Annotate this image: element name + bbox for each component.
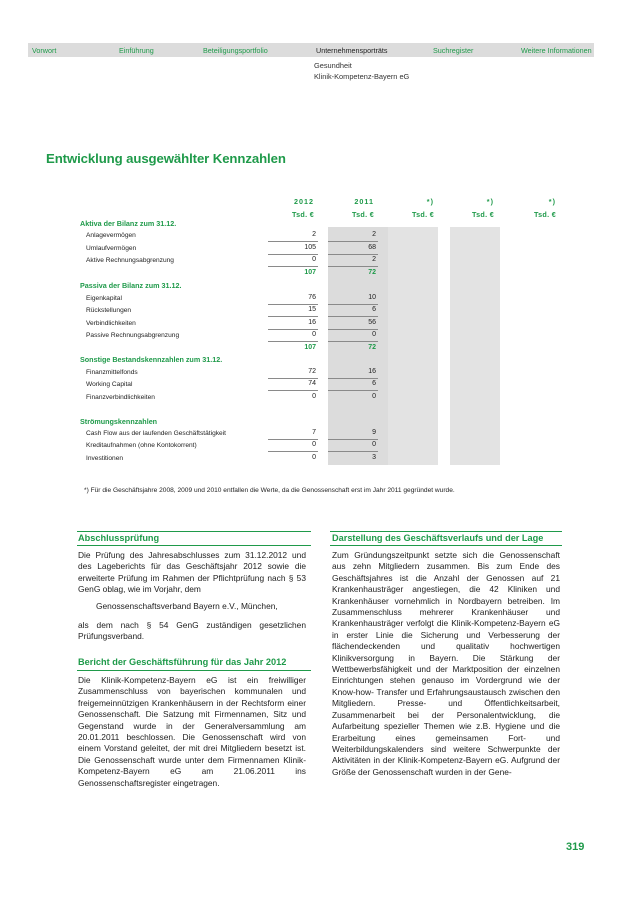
column-header-3: [374, 195, 434, 221]
row-rule: [268, 241, 318, 242]
value-2011: 0: [372, 441, 376, 448]
divider: [77, 545, 311, 546]
row-rule: [328, 316, 378, 317]
column-3-shading: [388, 227, 438, 465]
row-rule: [328, 254, 378, 255]
value-2011: 3: [372, 454, 376, 461]
row-label-kreditaufnahmen: Kreditaufnahmen (ohne Kontokorrent): [86, 442, 197, 449]
value-2012: 0: [312, 331, 316, 338]
value-2011: 68: [368, 244, 376, 251]
value-2011: 0: [372, 393, 376, 400]
heading-bericht: Bericht der Geschäftsführung für das Jahr 2012: [78, 657, 287, 667]
heading-abschlusspruefung: Abschlussprüfung: [78, 533, 160, 543]
row-rule: [268, 451, 318, 452]
row-rule: [328, 329, 378, 330]
total-passiva-2012: 107: [304, 344, 316, 351]
column-header-4: [434, 195, 494, 221]
value-2011: 2: [372, 256, 376, 263]
column-unit: Tsd. €: [291, 210, 314, 219]
total-aktiva-2012: 107: [304, 269, 316, 276]
row-rule: [328, 304, 378, 305]
paragraph-abschluss-2: Genossenschaftsverband Bayern e.V., München,: [96, 601, 278, 611]
nav-beteiligungsportfolio[interactable]: Beteiligungsportfolio: [203, 46, 268, 55]
total-aktiva-2011: 72: [368, 269, 376, 276]
column-year: 2012: [294, 197, 314, 206]
column-year: 2011: [354, 197, 374, 206]
heading-geschaeftsverlauf: Darstellung des Geschäftsverlaufs und der Lage: [332, 533, 544, 543]
page-number: 319: [566, 841, 585, 853]
row-label-verbindlichkeiten: Verbindlichkeiten: [86, 320, 136, 327]
nav-weitere-informationen[interactable]: Weitere Informationen: [521, 46, 592, 55]
row-label-finanzverbindlichkeiten: Finanzverbindlichkeiten: [86, 394, 155, 401]
row-rule: [328, 341, 378, 342]
row-label-working-capital: Working Capital: [86, 381, 133, 388]
top-navigation: [28, 43, 594, 57]
row-rule: [268, 316, 318, 317]
column-unit: Tsd. €: [533, 210, 556, 219]
breadcrumb-company: Klinik-Kompetenz-Bayern eG: [314, 72, 410, 81]
row-label-aktive-rechnungsabgrenzung: Aktive Rechnungsabgrenzung: [86, 257, 174, 264]
breadcrumb-category: Gesundheit: [314, 61, 352, 70]
paragraph-abschluss-1: Die Prüfung des Jahresabschlusses zum 31.12.2012 und des Lageberichts für das Geschäftsjahr 2012 sowie die erweiterte Prüfung im Rahmen der Pflichtprüfung nach § 53 GenG oblag, wie im Vorjahr, dem: [78, 550, 306, 595]
value-2012: 0: [312, 393, 316, 400]
value-2012: 0: [312, 441, 316, 448]
value-2011: 16: [368, 368, 376, 375]
total-passiva-2011: 72: [368, 344, 376, 351]
row-label-investitionen: Investitionen: [86, 455, 124, 462]
row-rule: [268, 304, 318, 305]
value-2011: 10: [368, 294, 376, 301]
column-year: *): [426, 197, 434, 206]
divider: [330, 545, 562, 546]
paragraph-bericht: Die Klinik-Kompetenz-Bayern eG ist ein freiwilliger Zusammenschluss von bayerischen kommunalen und freigemeinnützigen Krankenhäusern in der Rechtsform einer Genossenschaft. Die Satzung mit Firmennamen, Sitz und Gegenstand wurde in der Generalversammlung am 20.01.2011 beschlossen. Die Genossenschaft wird von einem Vorstand geleitet, der mit drei Mitgliedern besetzt ist. Die Genossenschaft wurde unter dem Firmennamen Klinik-Kompetenz-Bayern eG am 21.06.2011 ins Genossenschaftsregister eingetragen.: [78, 675, 306, 788]
value-2011: 56: [368, 319, 376, 326]
column-year: *): [548, 197, 556, 206]
row-rule: [268, 266, 318, 267]
column-unit: Tsd. €: [411, 210, 434, 219]
nav-unternehmensportraets[interactable]: Unternehmensporträts: [316, 46, 388, 55]
nav-vorwort[interactable]: Vorwort: [32, 46, 57, 55]
row-rule: [268, 439, 318, 440]
value-2012: 7: [312, 429, 316, 436]
column-5-shading: [450, 227, 500, 465]
value-2012: 76: [308, 294, 316, 301]
breadcrumb: [314, 60, 409, 82]
row-label-umlaufvermoegen: Umlaufvermögen: [86, 245, 137, 252]
row-label-passive-rechnungsabgrenzung: Passive Rechnungsabgrenzung: [86, 332, 180, 339]
section-sonstige: Sonstige Bestandskennzahlen zum 31.12.: [80, 355, 223, 364]
divider: [77, 531, 311, 532]
row-rule: [268, 329, 318, 330]
table-footnote: *) Für die Geschäftsjahre 2008, 2009 und 2010 entfallen die Werte, da die Genossenschaft erst im Jahr 2011 gegründet wurde.: [84, 487, 455, 494]
row-label-anlagevermoegen: Anlagevermögen: [86, 232, 136, 239]
row-rule: [268, 254, 318, 255]
row-rule: [268, 390, 318, 391]
value-2012: 16: [308, 319, 316, 326]
column-header-5: [496, 195, 556, 221]
row-rule: [328, 451, 378, 452]
value-2011: 0: [372, 331, 376, 338]
column-header-2011: [314, 195, 374, 221]
nav-einfuehrung[interactable]: Einführung: [119, 46, 154, 55]
row-rule: [328, 378, 378, 379]
value-2012: 2: [312, 231, 316, 238]
value-2011: 9: [372, 429, 376, 436]
section-stroemung: Strömungskennzahlen: [80, 417, 158, 426]
value-2012: 0: [312, 256, 316, 263]
column-header-2012: [254, 195, 314, 221]
value-2012: 15: [308, 306, 316, 313]
value-2011: 2: [372, 231, 376, 238]
divider: [77, 670, 311, 671]
value-2012: 0: [312, 454, 316, 461]
divider: [330, 531, 562, 532]
row-label-cash-flow: Cash Flow aus der laufenden Geschäftstätigkeit: [86, 430, 227, 437]
paragraph-geschaeftsverlauf: Zum Gründungszeitpunkt setzte sich die Genossenschaft aus zehn Mitgliedern zusammen. Bis zum Ende des Geschäftsjahres ist die Anzahl der Genossen auf 21 Krankenhausträger angestiegen, die 42 Kliniken und Krankenhäuser vornehmlich in Nordbayern betreiben. Im Zusammenschluss mehrerer Krankenhäuser und Krankenhausträger verfolgt die Klinik-Kompetenz-Bayern eG in erster Linie die Sicherung und Verbesserung der flächendeckenden und qualitativ hochwertigen Klinikversorgung in Bayern. Die Stärkung der Wettbewerbsfähigkeit und der Marktposition der einzelnen Einrichtungen stehen genauso im Vordergrund wie der Know-how- Transfer und Erfahrungsaustausch zwischen den Mitgliedern. Presse- und Öffentlichkeitsarbeit, Zusammenarbeit bei der Personalentwicklung, die Aufarbeitung spezieller Themen wie z.B. Hygiene und die Erarbeitung eines gemeinsamen Fort- und Weiterbildungskalenders sind weitere Schwerpunkte der Aktivitäten in der Klinik-Kompetenz-Bayern eG. Aufgrund der Größe der Genossenschaft wurden in der Gene-: [332, 550, 560, 777]
nav-suchregister[interactable]: Suchregister: [433, 46, 474, 55]
value-2011: 6: [372, 306, 376, 313]
paragraph-abschluss-3: als dem nach § 54 GenG zuständigen gesetzlichen Prüfungsverband.: [78, 620, 306, 642]
section-passiva: Passiva der Bilanz zum 31.12.: [80, 281, 182, 290]
value-2012: 105: [304, 244, 316, 251]
value-2012: 72: [308, 368, 316, 375]
row-rule: [268, 378, 318, 379]
column-year: *): [486, 197, 494, 206]
value-2011: 6: [372, 380, 376, 387]
section-aktiva: Aktiva der Bilanz zum 31.12.: [80, 219, 177, 228]
row-rule: [328, 241, 378, 242]
value-2012: 74: [308, 380, 316, 387]
page-title: Entwicklung ausgewählter Kennzahlen: [46, 151, 286, 166]
row-rule: [328, 390, 378, 391]
row-rule: [268, 341, 318, 342]
column-unit: Tsd. €: [351, 210, 374, 219]
row-rule: [328, 266, 378, 267]
row-label-finanzmittelfonds: Finanzmittelfonds: [86, 369, 138, 376]
row-label-rueckstellungen: Rückstellungen: [86, 307, 132, 314]
row-rule: [328, 439, 378, 440]
column-unit: Tsd. €: [471, 210, 494, 219]
row-label-eigenkapital: Eigenkapital: [86, 295, 122, 302]
